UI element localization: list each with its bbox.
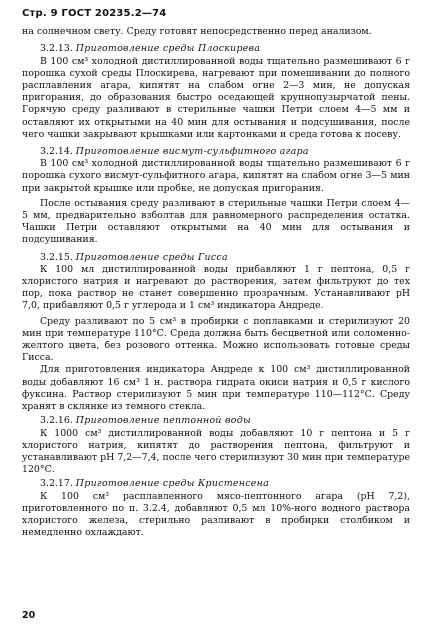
section-heading <box>22 252 410 264</box>
section-title: Приготовление среды Кристенсена <box>75 478 270 490</box>
section-paragraph: После остывания среду разливают в стерильные чашки Петри слоем 4—5 мм, предварительно взболтав для равномерного распределения остатка. Чашки Петри оставляют открытыми на 40 мин для остывания и подсушивания. <box>22 197 410 246</box>
page-header: Стр. 9 ГОСТ 20235.2—74 <box>22 8 167 19</box>
section-paragraph: В 100 см³ холодной дистиллированной воды тщательно размешивают 6 г порошка сухого висмут-сульфитного агара, кипятят на слабом огне 3—5 мин при закрытой крышке или пробке, не допуская пригорания. <box>22 158 410 194</box>
page-number: 20 <box>22 610 36 621</box>
section-3-2-17 <box>22 478 410 539</box>
section-paragraph: К 100 см³ расплавленного мясо-пептонного агара (рН 7,2), приготовленного по п. 3.2.4, добавляют 0,5 мл 10%-ного водного раствора хлористого железа, стерильно разливают в пробирки столбиком и немедленно охлаждают. <box>22 490 410 539</box>
section-paragraph: К 1000 см³ дистиллированной воды добавляют 10 г пептона и 5 г хлористого натрия, кипятят до растворения пептона, фильтруют и устанавливают рН 7,2—7,4, после чего стерилизуют 30 мин при температуре 120°С. <box>22 427 410 476</box>
document-page <box>22 8 410 539</box>
section-number: 3.2.17. <box>40 478 73 490</box>
spacer <box>22 38 410 41</box>
section-number: 3.2.13. <box>40 43 73 55</box>
section-heading <box>22 478 410 490</box>
section-number: 3.2.14. <box>40 146 73 158</box>
section-paragraph: Среду разливают по 5 см³ в пробирки с поплавками и стерилизуют 20 мин при температуре 110°С. Среда должна быть бесцветной или соломенно-желтого цвета, без розового оттенка. Можно использовать готовые среды Гисса. <box>22 315 410 364</box>
spacer <box>22 141 410 144</box>
section-3-2-15 <box>22 252 410 414</box>
section-number: 3.2.16. <box>40 415 73 427</box>
section-3-2-13 <box>22 43 410 141</box>
section-title: Приготовление среды Гисса <box>75 251 228 263</box>
section-paragraph: К 100 мл дистиллированной воды прибавляют 1 г пептона, 0,5 г хлористого натрия и нагревают до растворения, затем фильтруют до тех пор, пока раствор не станет совершенно прозрачным. Устанавливают рН 7,0, прибавляют 0,5 г углерода и 1 см³ индикатора Андреде. <box>22 263 410 312</box>
intro-paragraph: на солнечном свету. Среду готовят непосредственно перед анализом. <box>22 26 372 38</box>
section-title: Приготовление пептонной воды <box>75 415 251 427</box>
section-heading <box>22 415 410 427</box>
section-title: Приготовление среды Плоскирева <box>75 43 261 55</box>
section-title: Приготовление висмут-сульфитного агара <box>75 146 309 158</box>
section-paragraph: Для приготовления индикатора Андреде к 100 см³ дистиллированной воды добавляют 16 см³ 1 н. раствора гидрата окиси натрия и 0,5 г кислого фуксина. Раствор стерилизуют 5 мин при температуре 110—112°С. Среду хранят в склянке из темного стекла. <box>22 364 410 413</box>
section-3-2-16 <box>22 415 410 476</box>
section-3-2-14 <box>22 146 410 247</box>
section-number: 3.2.15. <box>40 251 73 263</box>
section-heading <box>22 146 410 158</box>
spacer <box>22 247 410 250</box>
section-heading <box>22 43 410 55</box>
section-paragraph: В 100 см³ холодной дистиллированной воды тщательно размешивают 6 г порошка сухой среды Плоскирева, нагревают при помешивании до полного расплавления агара, кипятят на слабом огне 2—3 мин, не допуская пригорания, до образования быстро оседающей крупнопузырчатой пены. Горячую среду разливают в стерильные чашки Петри слоем 4—5 мм и оставляют их открытыми на 40 мин для остывания и подсушивания, после чего чашки закрывают крышками или картонками и среда готова к посеву. <box>22 55 410 140</box>
